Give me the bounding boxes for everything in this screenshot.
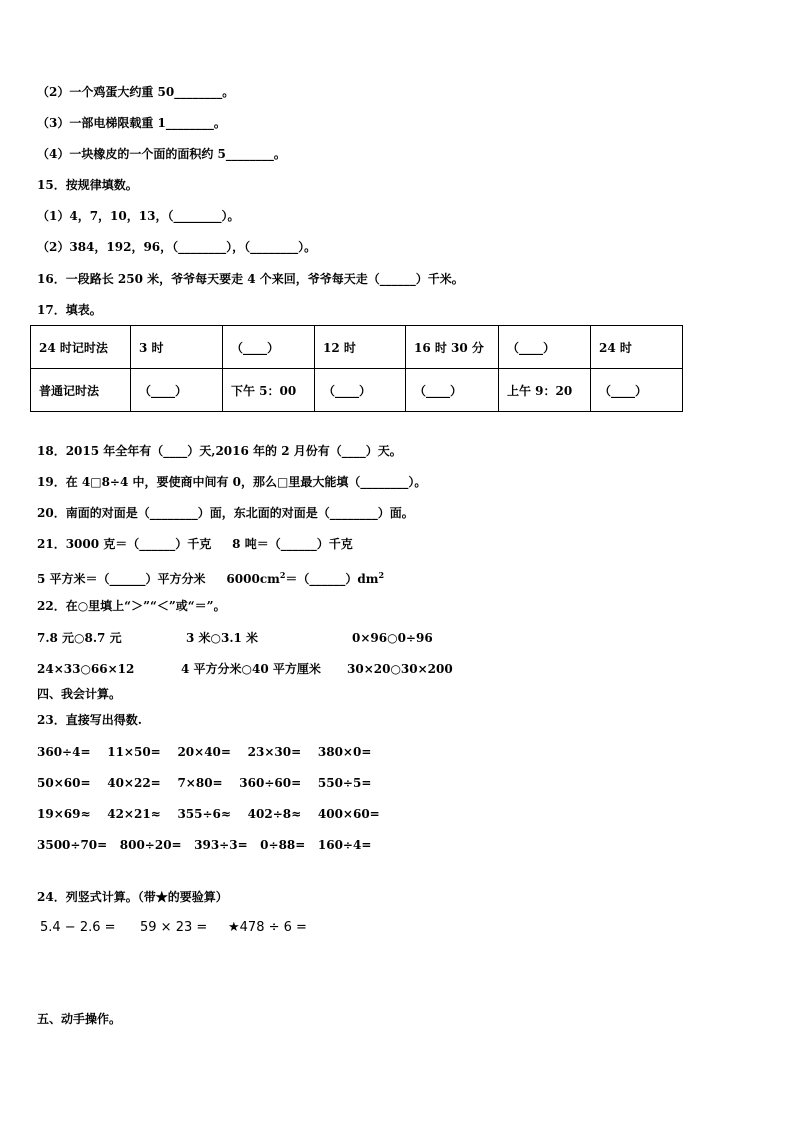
table-cell: 24 时记时法: [31, 326, 131, 369]
q15-line-1: （1）4，7，10，13，（________）。: [37, 209, 240, 223]
table-cell: 24 时: [591, 326, 683, 369]
q23-row-2: 50×60= 40×22= 7×80= 360÷60= 550÷5=: [37, 776, 372, 790]
table-cell: 上午 9：20: [499, 369, 591, 412]
q24-item: 5.4 − 2.6 =: [40, 920, 116, 935]
q15-line-2: （2）384，192，96，（________），（________）。: [37, 240, 317, 254]
q24-item: ★478 ÷ 6 =: [228, 920, 307, 935]
table-cell: 16 时 30 分: [406, 326, 499, 369]
time-table: [30, 325, 683, 412]
q21-superscript: 2: [279, 570, 286, 580]
q24-item: 59 × 23 =: [140, 920, 208, 935]
compare-item: 0×96○0÷96: [352, 631, 433, 645]
q16: 16．一段路长 250 米，爷爷每天要走 4 个来回，爷爷每天走（______）千米。: [37, 272, 464, 286]
table-row: [31, 326, 683, 369]
q17-title: 17．填表。: [37, 303, 102, 317]
table-cell: （____）: [591, 369, 683, 412]
section-5-heading: 五、动手操作。: [37, 1012, 122, 1026]
table-row: [31, 369, 683, 412]
q14-line-4: （4）一块橡皮的一个面的面积约 5________。: [37, 147, 286, 161]
q19: 19．在 4□8÷4 中，要使商中间有 0，那么□里最大能填（________）。: [37, 475, 427, 489]
table-cell: （____）: [315, 369, 406, 412]
table-cell: （____）: [406, 369, 499, 412]
compare-item: 24×33○66×12: [37, 662, 135, 676]
compare-item: 7.8 元○8.7 元: [37, 631, 122, 645]
compare-item: 30×20○30×200: [347, 662, 453, 676]
section-4-heading: 四、我会计算。: [37, 687, 122, 701]
q14-line-2: （2）一个鸡蛋大约重 50________。: [37, 85, 235, 99]
table-cell: （____）: [131, 369, 223, 412]
q21-line-2-part-a: 5 平方米＝（______）平方分米 6000cm: [37, 572, 280, 586]
q15-title: 15．按规律填数。: [37, 178, 138, 192]
table-cell: 12 时: [315, 326, 406, 369]
q14-line-3: （3）一部电梯限载重 1________。: [37, 116, 226, 130]
q21-line-2-part-b: ＝（______）dm: [285, 572, 379, 586]
q23-row-3: 19×69≈ 42×21≈ 355÷6≈ 402÷8≈ 400×60=: [37, 807, 380, 821]
q21-line-2: [37, 567, 384, 587]
q23-row-1: 360÷4= 11×50= 20×40= 23×30= 380×0=: [37, 745, 372, 759]
q23-row-4: 3500÷70= 800÷20= 393÷3= 0÷88= 160÷4=: [37, 838, 372, 852]
q20: 20．南面的对面是（________）面，东北面的对面是（________）面。: [37, 506, 414, 520]
q21-superscript: 2: [378, 570, 385, 580]
compare-item: 3 米○3.1 米: [186, 631, 259, 645]
q21-line-1: 21．3000 克＝（______）千克 8 吨＝（______）千克: [37, 537, 353, 551]
table-cell: （____）: [223, 326, 315, 369]
q24-title: 24．列竖式计算。（带★的要验算）: [37, 890, 228, 904]
table-cell: 普通记时法: [31, 369, 131, 412]
q22-title: 22．在○里填上“＞”“＜”或“＝”。: [37, 599, 226, 613]
table-cell: 3 时: [131, 326, 223, 369]
q23-title: 23．直接写出得数.: [37, 713, 142, 727]
q18: 18．2015 年全年有（____）天,2016 年的 2 月份有（____）天。: [37, 444, 402, 458]
table-cell: （____）: [499, 326, 591, 369]
table-cell: 下午 5：00: [223, 369, 315, 412]
compare-item: 4 平方分米○40 平方厘米: [181, 662, 321, 676]
